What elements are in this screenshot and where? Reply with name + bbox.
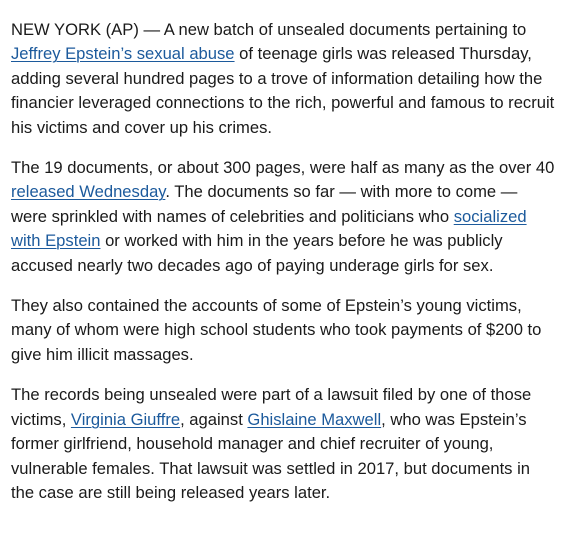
paragraph-4 xyxy=(11,383,556,505)
link-virginia-giuffre[interactable]: Virginia Giuffre xyxy=(70,409,181,429)
paragraph-text: . The documents so far — with more to come — were sprinkled with names of celebrities and politicians who xyxy=(11,182,518,226)
paragraph-text: , who was Epstein’s former girlfriend, household manager and chief recruiter of young, vulnerable females. That lawsuit was settled in 2017, but documents in the case are still being released years later. xyxy=(11,409,531,502)
paragraph-1 xyxy=(11,18,556,140)
paragraph-text: The 19 documents, or about 300 pages, were half as many as the over 40 xyxy=(11,158,555,178)
paragraph-text: of teenage girls was released Thursday, adding several hundred pages to a trove of information detailing how the financier leveraged connections to the rich, powerful and famous to recruit his victims and cover up his crimes. xyxy=(11,44,555,137)
link-released-wednesday[interactable]: released Wednesday xyxy=(11,182,166,202)
link-ghislaine-maxwell[interactable]: Ghislaine Maxwell xyxy=(247,409,382,429)
paragraph-text: or worked with him in the years before he was publicly accused nearly two decades ago of paying underage girls for sex. xyxy=(11,231,503,275)
link-socialized-with-epstein[interactable]: socialized with Epstein xyxy=(11,206,527,251)
paragraph-text: NEW YORK (AP) — A new batch of unsealed documents pertaining to xyxy=(11,20,527,39)
paragraph-2 xyxy=(11,156,556,278)
paragraph-text: They also contained the accounts of some of Epstein’s young victims, many of whom were high school students who took payments of $200 to give him illicit massages. xyxy=(11,296,542,364)
link-jeffrey-epstein-sexual-abuse[interactable]: Jeffrey Epstein’s sexual abuse xyxy=(11,44,235,64)
paragraph-text: The records being unsealed were part of a lawsuit filed by one of those victims, xyxy=(11,385,532,429)
paragraph-3 xyxy=(11,294,556,367)
paragraph-text: , against xyxy=(180,409,248,429)
